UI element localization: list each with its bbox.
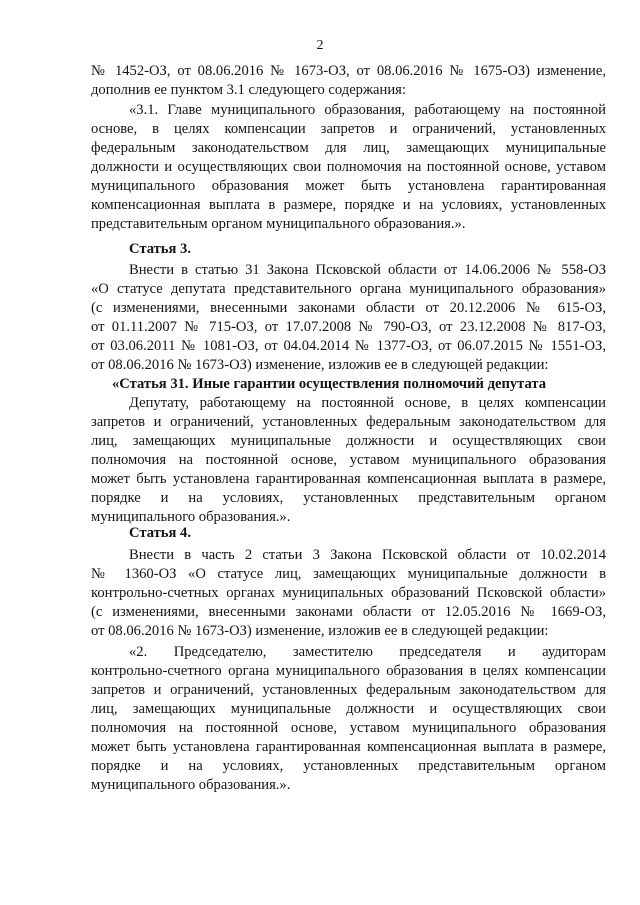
article4-line: контрольно-счетных органах муниципальных образований Псковской области»	[91, 585, 606, 601]
article4-line: от 08.06.2016 № 1673-ОЗ) изменение, изложив ее в следующей редакции:	[91, 623, 549, 639]
article3-line: от 01.11.2007 № 715-ОЗ, от 17.07.2008 № 790-ОЗ, от 23.12.2008 № 817-ОЗ,	[91, 319, 606, 335]
intro-line: «3.1. Главе муниципального образования, работающему на постоянной	[129, 102, 606, 118]
article4-line: «2. Председателю, заместителю председателя и аудиторам	[129, 644, 606, 660]
article3-heading: Статья 3.	[129, 241, 191, 257]
article4-line: лиц, замещающих муниципальные должности и осуществляющих свои	[91, 701, 606, 717]
article4-line: полномочия на постоянной основе, уставом муниципального образования	[91, 720, 606, 736]
article3-line: муниципального образования.».	[91, 509, 291, 525]
article4-line: запретов и ограничений, установленных федеральным законодательством для	[91, 682, 606, 698]
intro-line: дополнив ее пунктом 3.1 следующего содержания:	[91, 82, 406, 98]
article3-line: Внести в статью 31 Закона Псковской области от 14.06.2006 № 558-ОЗ	[129, 262, 606, 278]
article3-heading: «Статья 31. Иные гарантии осуществления полномочий депутата	[112, 376, 547, 392]
article3-line: лиц, замещающих муниципальные должности и осуществляющих свои	[91, 433, 606, 449]
intro-line: федеральным законодательством для лиц, замещающих муниципальные	[91, 140, 606, 156]
intro-line: представительным органом муниципального образования.».	[91, 216, 466, 232]
article3-line: «О статусе депутата представительного органа муниципального образования»	[91, 281, 606, 297]
article4-line: контрольно-счетного органа муниципального образования в целях компенсации	[91, 663, 606, 679]
intro-line: основе, в целях компенсации запретов и ограничений, установленных	[91, 121, 606, 137]
intro-line: компенсационная выплата в размере, порядке и на условиях, установленных	[91, 197, 606, 213]
article3-line: порядке и на условиях, установленных представительным органом	[91, 490, 606, 506]
page-number: 2	[316, 38, 324, 53]
article4-line: может быть установлена гарантированная компенсационная выплата в размере,	[91, 739, 606, 755]
article3-line: Депутату, работающему на постоянной основе, в целях компенсации	[129, 395, 606, 411]
article4-line: Внести в часть 2 статьи 3 Закона Псковской области от 10.02.2014	[129, 547, 606, 563]
article3-line: полномочия на постоянной основе, уставом муниципального образования	[91, 452, 606, 468]
article3-line: может быть установлена гарантированная компенсационная выплата в размере,	[91, 471, 606, 487]
article3-line: от 03.06.2011 № 1081-ОЗ, от 04.04.2014 № 1377-ОЗ, от 06.07.2015 № 1551-ОЗ,	[91, 338, 606, 354]
intro-line: муниципального образования может быть установлена гарантированная	[91, 178, 606, 194]
article4-heading: Статья 4.	[129, 525, 191, 541]
article4-line: (с изменениями, внесенными законами области от 12.05.2016 № 1669-ОЗ,	[91, 604, 606, 620]
article4-line: муниципального образования.».	[91, 777, 291, 793]
article4-line: № 1360-ОЗ «О статусе лиц, замещающих муниципальные должности в	[91, 566, 606, 582]
intro-line: № 1452-ОЗ, от 08.06.2016 № 1673-ОЗ, от 08.06.2016 № 1675-ОЗ) изменение,	[91, 63, 606, 79]
article4-line: порядке и на условиях, установленных представительным органом	[91, 758, 606, 774]
article3-line: (с изменениями, внесенными законами области от 20.12.2006 № 615-ОЗ,	[91, 300, 606, 316]
article3-line: от 08.06.2016 № 1673-ОЗ) изменение, изложив ее в следующей редакции:	[91, 357, 549, 373]
intro-line: должности и осуществляющих свои полномочия на постоянной основе, уставом	[91, 159, 606, 175]
article3-line: запретов и ограничений, установленных федеральным законодательством для	[91, 414, 606, 430]
